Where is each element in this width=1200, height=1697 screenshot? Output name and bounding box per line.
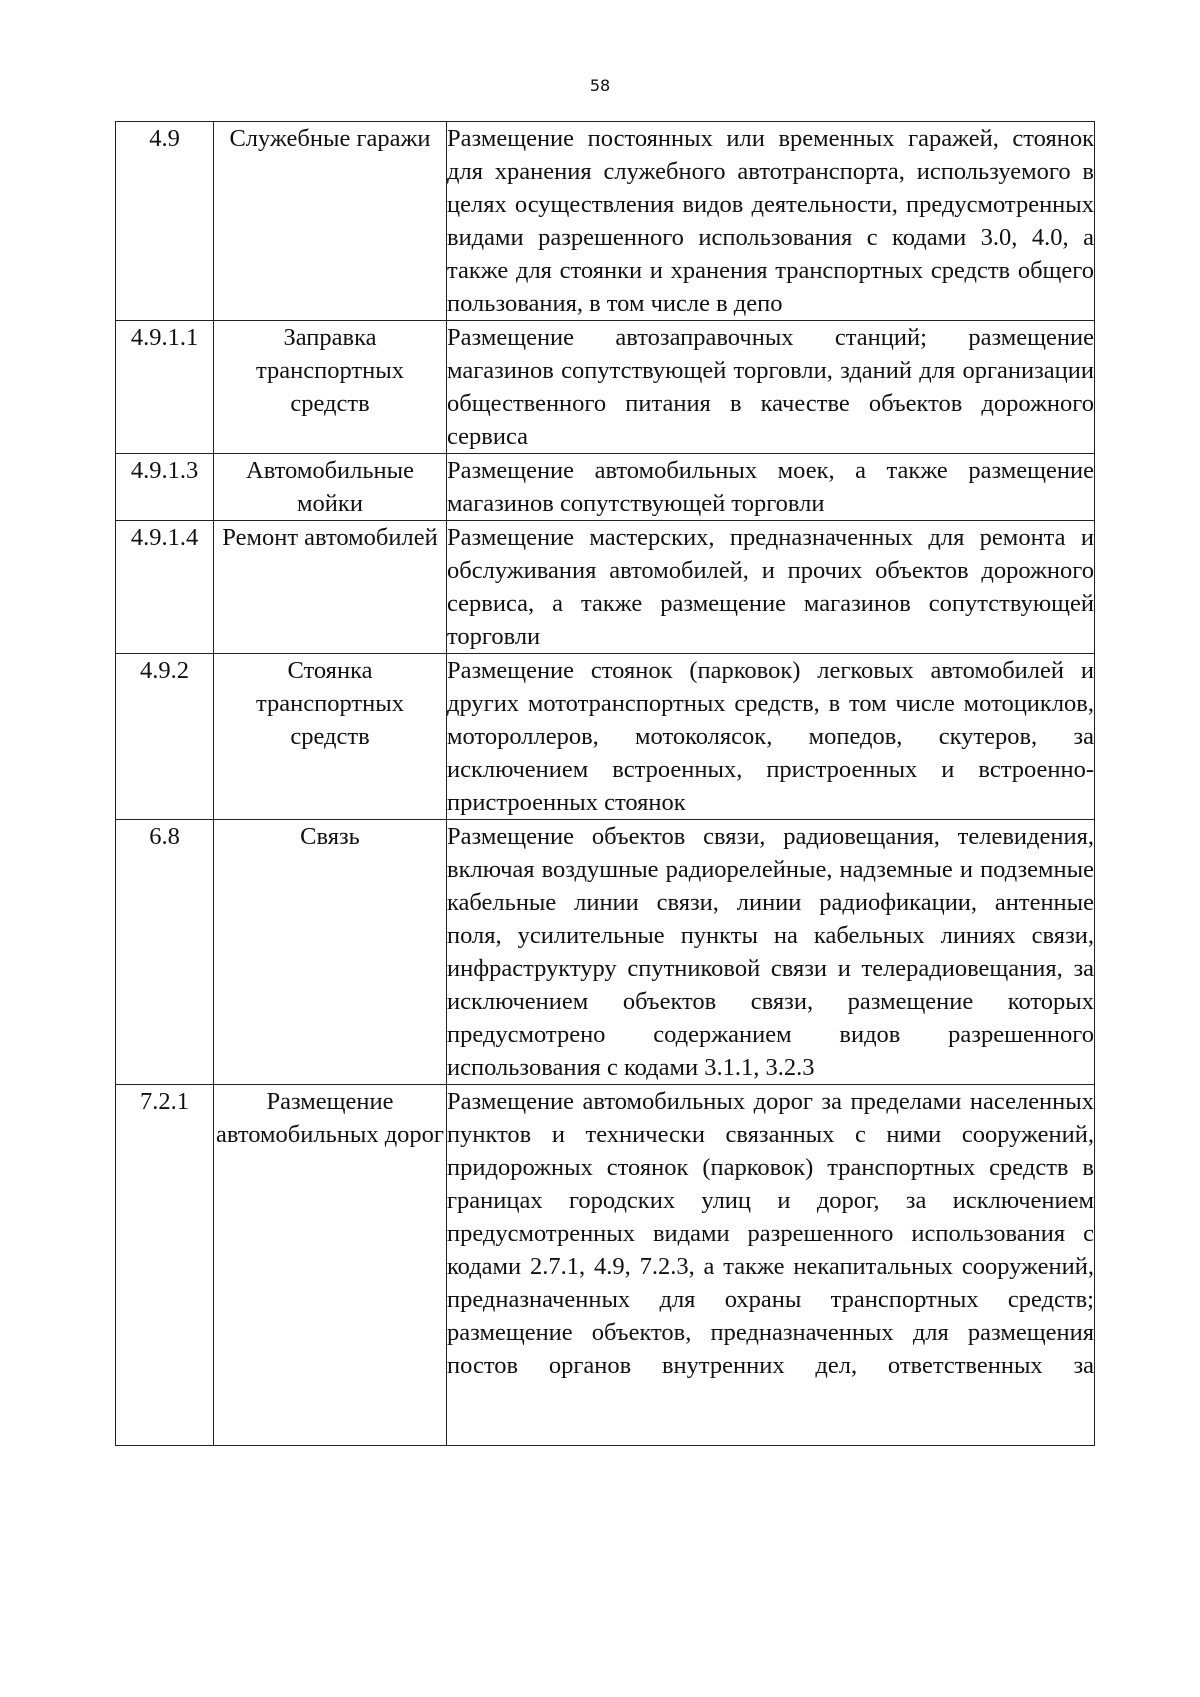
row-description: Размещение стоянок (парковок) легковых автомобилей и других мототранспортных средств, в том числе мотоциклов, мотороллеров, мотоколясок, мопедов, скутеров, за исключением встроенных, пристроенных и встроенно-пристроенных стоянок: [447, 654, 1095, 820]
row-description: Размещение автомобильных моек, а также размещение магазинов сопутствующей торговли: [447, 454, 1095, 521]
row-name: Заправка транспортных средств: [214, 321, 447, 454]
row-code: 4.9.2: [116, 654, 214, 820]
page-number: 58: [589, 76, 611, 95]
row-code: 4.9.1.3: [116, 454, 214, 521]
table-row: [116, 654, 1095, 820]
table-row: [116, 454, 1095, 521]
row-description: Размещение объектов связи, радиовещания, телевидения, включая воздушные радиорелейные, надземные и подземные кабельные линии связи, линии радиофикации, антенные поля, усилительные пункты на кабельных линиях связи, инфраструктуру спутниковой связи и телерадиовещания, за исключением объектов связи, размещение которых предусмотрено содержанием видов разрешенного использования с кодами 3.1.1, 3.2.3: [447, 820, 1095, 1085]
table-row: [116, 521, 1095, 654]
row-code: 6.8: [116, 820, 214, 1085]
land-use-table: [115, 121, 1095, 1446]
row-code: 4.9.1.4: [116, 521, 214, 654]
row-description: Размещение автозаправочных станций; размещение магазинов сопутствующей торговли, зданий для организации общественного питания в качестве объектов дорожного сервиса: [447, 321, 1095, 454]
row-name: Служебные гаражи: [214, 122, 447, 321]
table-row: [116, 1085, 1095, 1446]
table-row: [116, 321, 1095, 454]
row-name: Размещение автомобильных дорог: [214, 1085, 447, 1446]
table-row: [116, 820, 1095, 1085]
row-name: Автомобильные мойки: [214, 454, 447, 521]
row-name: Стоянка транспортных средств: [214, 654, 447, 820]
table-row: [116, 122, 1095, 321]
row-code: 4.9: [116, 122, 214, 321]
row-description: Размещение автомобильных дорог за пределами населенных пунктов и технически связанных с ними сооружений, придорожных стоянок (парковок) транспортных средств в границах городских улиц и дорог, за исключением предусмотренных видами разрешенного использования с кодами 2.7.1, 4.9, 7.2.3, а также некапитальных сооружений, предназначенных для охраны транспортных средств; размещение объектов, предназначенных для размещения постов органов внутренних дел, ответственных за: [447, 1085, 1095, 1446]
row-code: 7.2.1: [116, 1085, 214, 1446]
row-description: Размещение мастерских, предназначенных для ремонта и обслуживания автомобилей, и прочих объектов дорожного сервиса, а также размещение магазинов сопутствующей торговли: [447, 521, 1095, 654]
row-name: Ремонт автомобилей: [214, 521, 447, 654]
row-code: 4.9.1.1: [116, 321, 214, 454]
row-description: Размещение постоянных или временных гаражей, стоянок для хранения служебного автотранспорта, используемого в целях осуществления видов деятельности, предусмотренных видами разрешенного использования с кодами 3.0, 4.0, а также для стоянки и хранения транспортных средств общего пользования, в том числе в депо: [447, 122, 1095, 321]
row-name: Связь: [214, 820, 447, 1085]
